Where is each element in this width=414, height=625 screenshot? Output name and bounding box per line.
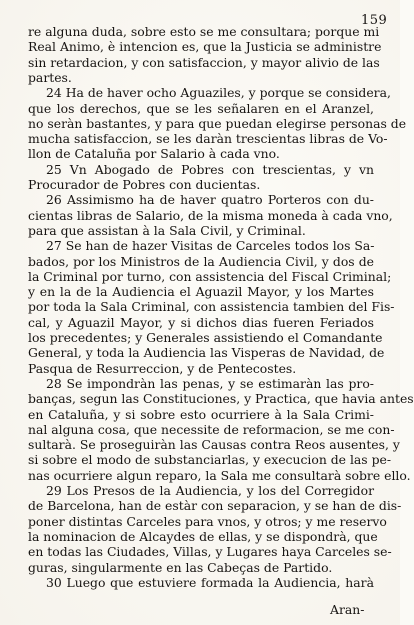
text-line: banças, segun las Constituciones, y Practica, que havia antes [28,391,414,407]
text-line: re alguna duda, sobre esto se me consultara; porque mi [28,24,380,39]
text-line: 26 Assimismo ha de haver quatro Porteros con du- [46,192,374,208]
text-line: 30 Luego que estuviere formada la Audiencia, harà [46,574,374,590]
text-line: partes. [28,69,72,85]
text-line: no seràn bastantes, y para que puedan elegirse personas de [28,115,407,131]
text-line: nas ocurriere algun reparo, la Sala me consultarà sobre ello. [28,467,411,483]
text-line: por toda la Sala Criminal, con assistencia tambien del Fis- [28,299,395,315]
text-line: y en la de la Audiencia el Aguazil Mayor, y los Martes [28,284,374,300]
text-line: 29 Los Presos de la Audiencia, y los del Corregidor [46,483,374,498]
text-line: Procurador de Pobres con ducientas. [28,177,261,192]
text-line: 25 Vn Abogado de Pobres con trescientas, y vn [46,161,374,177]
text-line: 24 Ha de haver ocho Aguaziles, y porque se considera, [46,85,391,101]
text-line: 28 Se impondràn las penas, y se estimaràn las pro- [46,375,374,391]
text-line: nal alguna cosa, que necessite de reformacion, se me con- [28,421,395,437]
text-line: Pasqua de Resurreccion, y de Pentecostes. [28,360,297,376]
text-line: sin retardacion, y con satisfaccion, y mayor alivio de las [28,54,380,70]
text-line: 27 Se han de hazer Visitas de Carceles todos los Sa- [46,238,375,254]
text-line: para que assistan à la Sala Civil, y Criminal. [28,222,306,238]
text-line: General, y toda la Audiencia las Visperas de Navidad, de [28,345,385,361]
text-line: cientas libras de Salario, de la misma moneda à cada vno, [28,207,393,223]
catchword: Aran- [330,602,365,617]
text-line: cal, y Aguazil Mayor, y si dichos dias fueren Feriados [28,314,374,330]
text-line: poner distintas Carceles para vnos, y otros; y me reservo [28,513,387,529]
text-line: de Barcelona, han de estàr con separacion, y se han de dis- [28,498,402,514]
text-line: llon de Cataluña por Salario à cada vno. [28,146,280,162]
text-line: la Criminal por turno, con assistencia del Fiscal Criminal; [28,268,392,284]
text-line: sultarà. Se proseguiràn las Causas contra Reos ausentes, y [28,437,400,453]
text-line: mucha satisfaccion, se les daràn trescientas libras de Vo- [28,131,388,147]
text-line: en Cataluña, y si sobre esto ocurriere à la Sala Crimi- [28,406,374,422]
text-line: que los derechos, que se les señalaren en el Aranzel, [28,100,374,116]
text-line: si sobre el modo de substanciarlas, y execucion de las pe- [28,452,392,468]
text-line: Real Animo, è intencion es, que la Justicia se administre [28,39,382,55]
text-line: la nominacion de Alcaydes de ellas, y se dispondrà, que [28,528,378,544]
text-line: los precedentes; y Generales assistiendo el Comandante [28,330,383,345]
text-line: guras, singularmente en las Cabeças de Partido. [28,559,333,575]
page-number: 159 [361,13,388,28]
text-line: en todas las Ciudades, Villas, y Lugares haya Carceles se- [28,544,392,560]
text-line: bados, por los Ministros de la Audiencia Civil, y dos de [28,253,374,269]
